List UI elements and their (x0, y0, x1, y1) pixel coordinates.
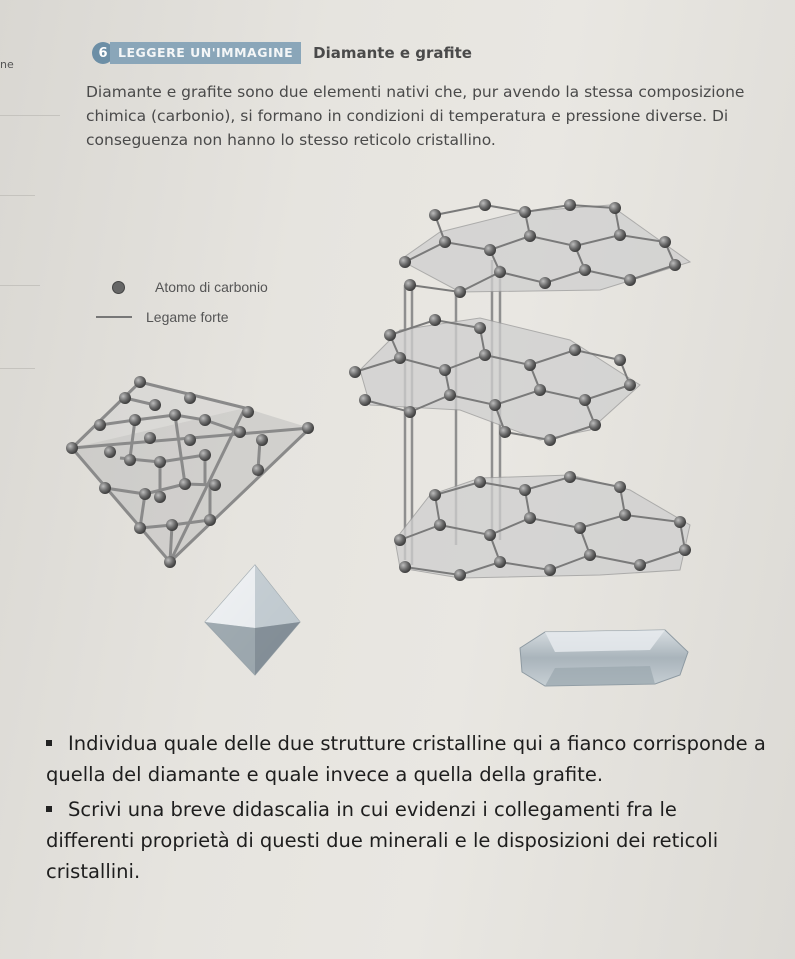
questions-list (46, 728, 766, 891)
question-text: Individua quale delle due strutture cristalline qui a fianco corrisponde a quella del diamante e quale invece a quella della grafite. (46, 732, 766, 786)
section-tag: LEGGERE UN'IMMAGINE (110, 42, 301, 64)
bullet-icon (46, 740, 52, 746)
diamond-crystal (205, 565, 300, 675)
exercise-title: Diamante e grafite (313, 44, 472, 62)
legend-bond-label: Legame forte (146, 309, 229, 325)
question-item (46, 794, 766, 887)
margin-text: ne (0, 58, 14, 71)
graphite-lattice (349, 199, 691, 581)
legend-atom-label: Atomo di carbonio (155, 279, 268, 295)
graphite-crystal (520, 630, 688, 686)
intro-paragraph: Diamante e grafite sono due elementi nativi che, pur avendo la stessa composizione chimica (carbonio), si formano in condizioni di temperatura e pressione diverse. Di conseguenza non hanno lo stesso reticolo cristallino. (86, 83, 745, 149)
question-item (46, 728, 766, 790)
question-text: Scrivi una breve didascalia in cui evidenzi i collegamenti fra le differenti proprietà di questi due minerali e le disposizioni dei reticoli cristallini. (46, 798, 719, 883)
diamond-lattice (66, 376, 314, 568)
bullet-icon (46, 806, 52, 812)
exercise-number: 6 (92, 42, 114, 64)
